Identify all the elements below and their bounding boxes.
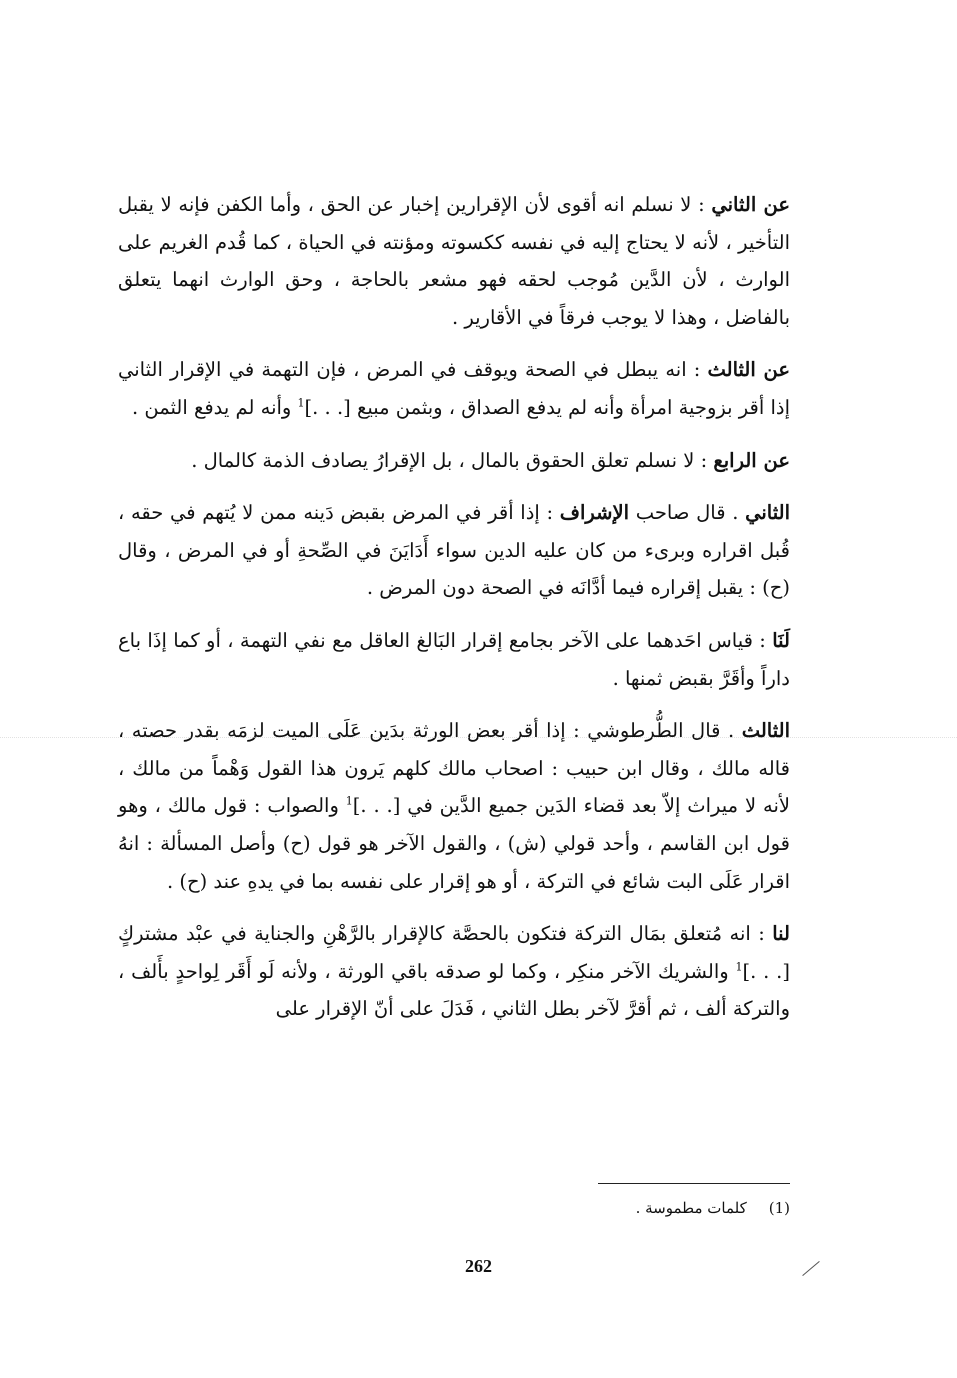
footnote-divider [598,1183,790,1184]
paragraph-heading: الثاني [745,501,790,525]
footnote-ref: 1 [345,794,353,808]
paragraph-text: : انه يبطل في الصحة ويوقف في المرض ، فإن التهمة في الإقرار الثاني إذا أقر بزوجية امرأة وأنه لم يدفع الصداق ، وبثمن مبيع [. . .] [118,358,790,419]
show-through-artifact [0,737,957,738]
paragraph-heading: عن الرابع [713,448,790,472]
paragraph-heading: لَنَا [772,628,790,652]
paragraph-text: : لا نسلم انه أقوى لأن الإقرارين إخبار عن الحق ، وأما الكفن فإنه لا يقبل التأخير ، لأنه لا يحتاج إليه في نفسه ككسوته ومؤنته في الحياة ، كما قُدم الغريم على الوارث ، لأن الدَّين مُوجب لحقه فهو مشعر بالحاجة ، وحق الوارث انهما يتعلق بالفاضل ، وهذا لا يوجب فرقاً في الأقارير . [118,193,790,329]
footnote-number: (1) [768,1199,790,1217]
paragraph-text: : لا نسلم تعلق الحقوق بالمال ، بل الإقرارُ يصادف الذمة كالمال . [191,448,714,472]
paragraph [118,494,790,607]
paragraph [118,712,790,900]
paragraph [118,915,790,1028]
paragraph-text: : إذا أقر في المرض بقبض دَينه ممن لا يُتهم في حقه ، قُبل اقراره وبرىء من كان عليه الدين سواء أَدَايَنَ في الصِّحةِ أو في المرض ، وقال (ح) : يقبل إقراره فيما أدَّانَه في الصحة دون المرض . [118,501,790,600]
paragraph-text: والصواب : قول مالك ، وهو قول ابن القاسم ، وأحد قولي (ش) ، والقول الآخر هو قول (ح) وأصل المسألة : انهُ اقرار عَلَى البت شائع في التركة ، أو هو إقرار على نفسه بما في يدهِ عند (ح) . [118,794,790,893]
page-number: 262 [465,1256,492,1276]
book-title: الإشراف [559,501,630,525]
paragraph-heading: عن الثالث [707,358,791,382]
paragraph [118,186,790,336]
footnote-ref: 1 [297,396,305,410]
paragraph-text: : انه مُتعلق بمَال التركة فتكون بالحصَّة كالإقرار بالرَّهْنِ والجناية في عبْد مشتركٍ [. . .] [118,922,790,983]
paragraph-heading: لنا [772,922,790,946]
paragraph [118,622,790,697]
paragraph-text: وأنه لم يدفع الثمن . [131,395,298,419]
main-text [118,186,790,1043]
paragraph-text: . قال الطُّرطوشي : إذا أقر بعض الورثة بدَين عَلَى الميت لزمَه بقدر حصته ، قاله مالك ، وقال ابن حبيب : اصحاب مالك كلهم يَرون هذا القول وَهْماً من مالك ، لأنه لا ميراث إلاّ بعد قضاء الدَين جميع الدَّين في [. . .] [118,719,790,818]
paragraph [118,351,790,426]
paragraph-text: والشريك الآخر منكِر ، وكما لو صدقه باقي الورثة ، ولأنه لَو أَقَر لِواحدٍ بأَلف ، والتركة ألف ، ثم أقرَّ لآخر بطل الثاني ، فَدَلَ على أنّ الإقرار على [118,959,790,1021]
footnote-ref: 1 [735,960,743,974]
footnote [450,1196,790,1220]
paragraph-heading: عن الثاني [711,193,790,216]
paragraph [118,442,790,480]
paragraph-heading: الثالث [741,719,790,743]
paragraph-text: : قياس احَدهما على الآخر بجامع إقرار البَالغ العاقل مع نفي التهمة ، أو كما إذَا باع داراً وأقَرَّ بقبض ثمنها . [118,628,790,690]
footnote-text: كلمات مطموسة . [635,1199,747,1217]
paragraph-text: . قال صاحب [629,501,746,525]
